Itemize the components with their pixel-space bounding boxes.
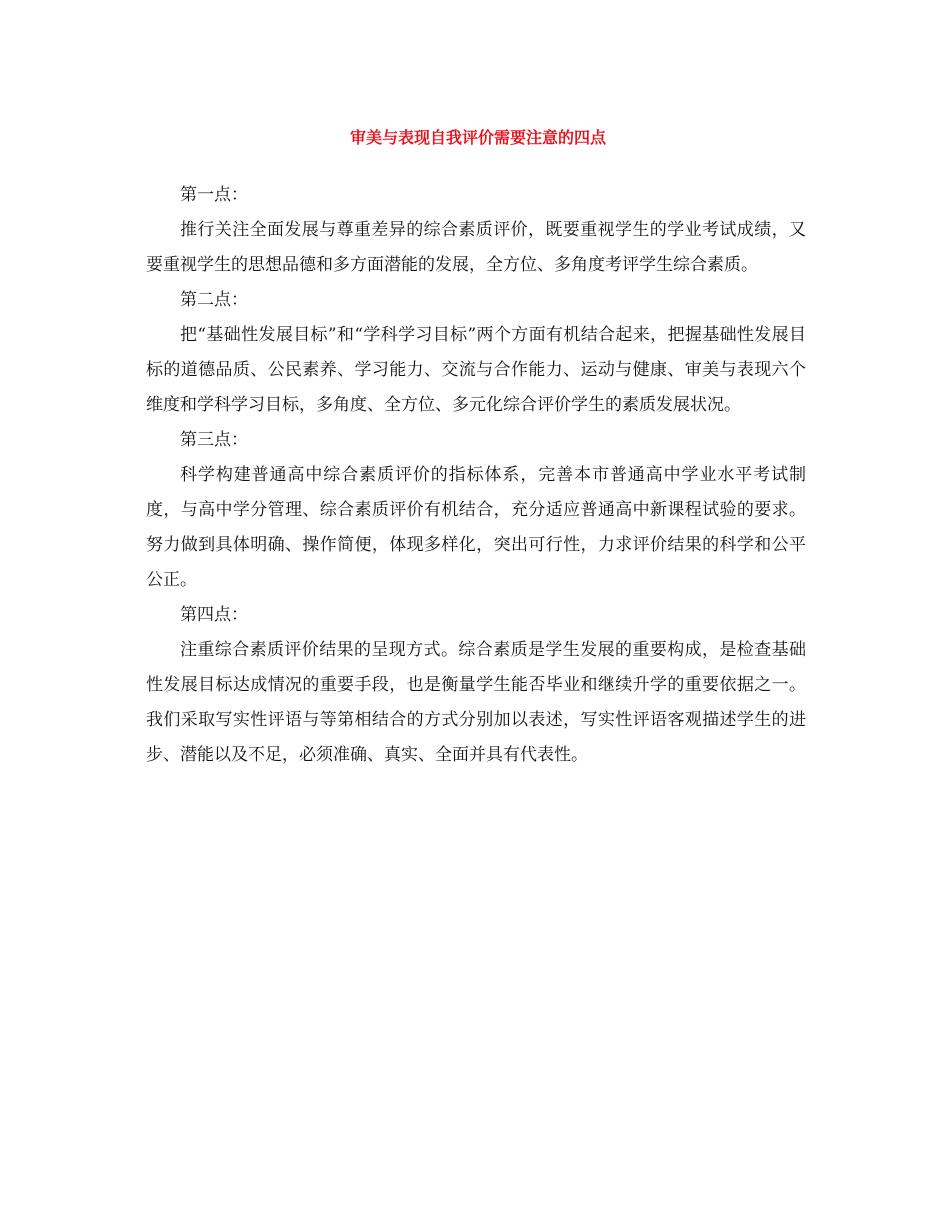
section-paragraph: 注重综合素质评价结果的呈现方式。综合素质是学生发展的重要构成，是检查基础性发展目标达成情况的重要手段，也是衡量学生能否毕业和继续升学的重要依据之一。我们采取写实性评语与等第相结合的方式分别加以表述，写实性评语客观描述学生的进步、潜能以及不足，必须准确、真实、全面并具有代表性。 [146,640,806,765]
section-paragraph: 把“基础性发展目标”和“学科学习目标”两个方面有机结合起来，把握基础性发展目标的道德品质、公民素养、学习能力、交流与合作能力、运动与健康、审美与表现六个维度和学科学习目标，多角度、全方位、多元化综合评价学生的素质发展状况。 [146,325,806,415]
section-heading: 第四点： [180,605,248,625]
section-heading: 第三点： [180,430,248,450]
section-3 [146,423,806,598]
section-heading: 第一点： [180,185,248,205]
section-paragraph: 科学构建普通高中综合素质评价的指标体系，完善本市普通高中学业水平考试制度，与高中学分管理、综合素质评价有机结合，充分适应普通高中新课程试验的要求。努力做到具体明确、操作简便，体现多样化，突出可行性，力求评价结果的科学和公平公正。 [146,465,806,590]
section-1 [146,178,806,283]
section-2 [146,283,806,423]
section-heading: 第二点： [180,290,248,310]
document-title: 审美与表现自我评价需要注意的四点 [349,128,606,147]
section-4 [146,598,806,773]
section-paragraph: 推行关注全面发展与尊重差异的综合素质评价，既要重视学生的学业考试成绩，又要重视学生的思想品德和多方面潜能的发展，全方位、多角度考评学生综合素质。 [146,220,806,275]
document-page [146,124,806,773]
